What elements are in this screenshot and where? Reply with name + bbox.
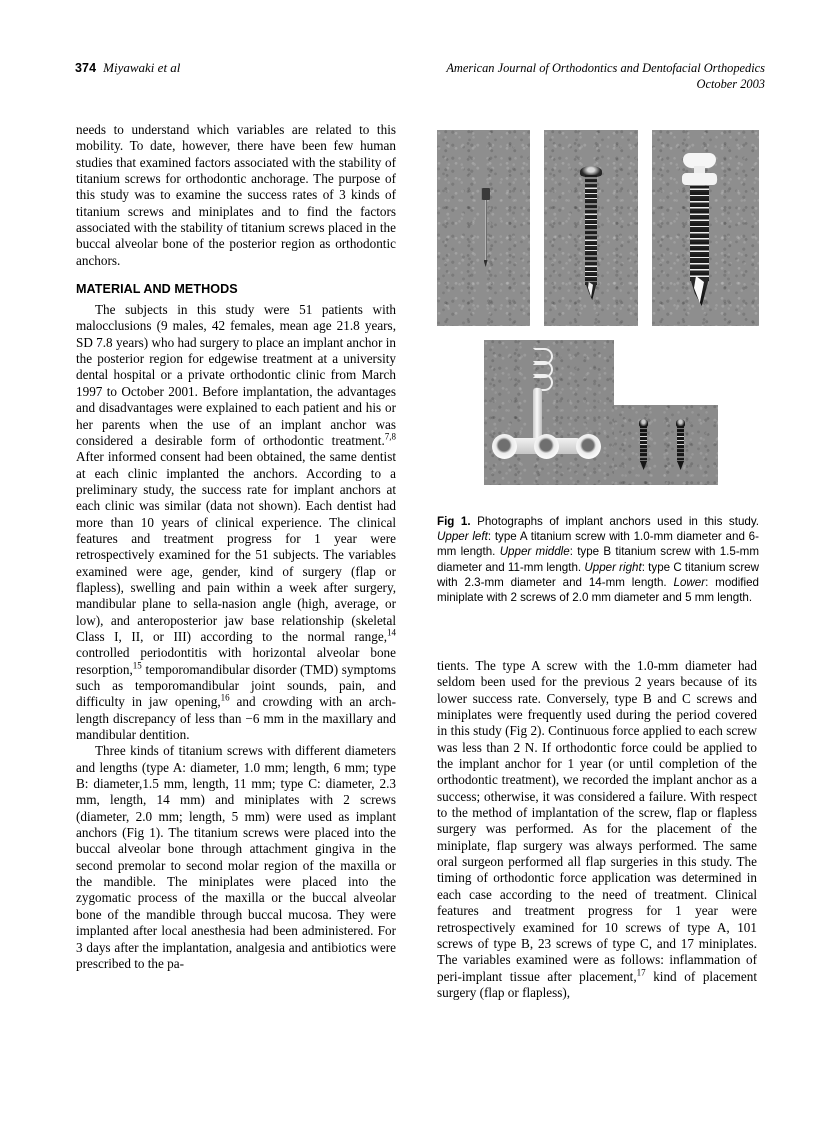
paragraph-subjects-text-a: The subjects in this study were 51 patients with malocclusions (9 males, 42 females, mean age 21.8 years, SD 7.8 years) who had surgery to place an implant anchor in the posterior region for edgewise treatment at a university dental hospital or a private orthodontic clinic from March 1997 to October 2001. Before implantation, the advantages and disadvantages were explained to each patient and his or her parents when the use of an implant anchor was considered a desirable form of orthodontic treatment.: [76, 302, 396, 448]
miniplate-screw-1: [639, 419, 648, 469]
figure-top-row: [437, 130, 759, 326]
figure-1-caption: [437, 514, 759, 605]
miniplate-eyelet-2: [534, 434, 559, 459]
caption-text-1: Photographs of implant anchors used in this study.: [470, 515, 759, 528]
miniplate-eyelet-1: [492, 434, 517, 459]
miniplate-screw-body: [640, 426, 647, 462]
running-head-right: [446, 60, 765, 92]
running-head-authors: Miyawaki et al: [103, 60, 181, 75]
miniplate-screw-tip: [677, 461, 684, 470]
caption-emphasis-upper-middle: Upper middle: [499, 545, 570, 559]
paragraph-methods-text-b: kind of placement surgery (flap or flapless),: [437, 968, 757, 1000]
photo-miniplate: [484, 340, 614, 485]
section-heading-material-and-methods: MATERIAL AND METHODS: [76, 282, 238, 297]
citation-ref-17: 17: [636, 967, 646, 978]
caption-text-4: : type C titanium screw with 2.3-mm diameter and 14-mm length.: [437, 560, 760, 589]
screw-c-shaft: [690, 186, 709, 282]
miniplate-screw-body: [677, 426, 684, 462]
photo-type-c-screw: [652, 130, 759, 326]
paragraph-methods-text-a: tients. The type A screw with the 1.0-mm diameter had seldom been used for the previous 2 years because of its lower success rate. Conversely, type B and C screws and miniplates were frequently used during the period covered in this study (Fig 2). Continuous force applied to each screw was less than 2 N. If orthodontic force could be applied to the implant anchor for 1 year (or until completion of the orthodontic treatment), we recorded the implant anchor as a success; otherwise, it was considered a failure. With respect to the method of implantation of the screw, flap or flapless surgery was performed. As for the placement of the miniplate, flap surgery was always performed. The same oral surgeon performed all flap surgeries in this study. The timing of orthodontic force application was determined in each case according to the need of treatment. Clinical features and treatment progress for 1 year were retrospectively examined for 10 screws of type A, 101 screws of type B, 23 screws of type C, and 17 miniplates. The variables examined were as follows: inflammation of peri-implant tissue after placement,: [437, 658, 757, 984]
miniplate-hooks: [528, 348, 554, 394]
citation-ref-16: 16: [220, 692, 230, 703]
caption-emphasis-upper-right: Upper right: [584, 560, 642, 574]
left-column: [76, 122, 396, 972]
citation-ref-15: 15: [132, 660, 142, 671]
figure-1-images: [437, 130, 759, 485]
paragraph-methods-continued: [437, 658, 757, 1001]
miniplate-screw-tip: [640, 461, 647, 470]
photo-type-b-screw: [544, 130, 638, 326]
screw-a-shaft: [484, 200, 487, 262]
photo-type-a-screw: [437, 130, 530, 326]
issue-date: October 2003: [696, 77, 765, 91]
caption-text-5: : modified miniplate with 2 screws of 2.0 mm diameter and 5 mm length.: [437, 575, 759, 605]
screw-b-shaft: [585, 175, 597, 285]
paragraph-subjects-text-d: temporomandibular disorder (TMD) symptoms such as temporomandibular joint sounds, pain, and difficulty in jaw opening,: [76, 661, 396, 710]
photo-miniplate-screws: [614, 405, 718, 485]
citation-ref-14: 14: [387, 627, 396, 638]
screw-c-collar: [682, 173, 717, 185]
paragraph-screw-types: Three kinds of titanium screws with different diameters and lengths (type A: diameter, 1.0 mm; length, 6 mm; type B: diameter,1.5 mm, length, 11 mm; type C: diameter, 2.3 mm, length, 14 mm) and miniplates with 2 screws (diameter, 2.0 mm; length, 5 mm) were used as implant anchors (Fig 1). The titanium screws were placed into the buccal alveolar bone through attachment gingiva in the second premolar to second molar region of the maxilla or the mandible. The miniplates were placed into the zygomatic process of the maxilla or the buccal alveolar bone of the mandible through buccal mucosa. They were implanted after local anesthesia had been administered. For 3 days after the implantation, analgesia and antibiotics were prescribed to the pa-: [76, 743, 396, 971]
paragraph-subjects-text-b: After informed consent had been obtained, the same dentist at each clinic implanted the anchors. According to a preliminary study, the success rate for implant anchors at each clinic was similar (data not shown). Each dentist had more than 10 years of clinical experience. The clinical features and treatment progress for 1 year were retrospectively examined for the 51 subjects. The variables examined were age, gender, kind of surgery (flap or flapless), swelling and pain within a week after surgery, mandibular plane to sella-nasion angle (high, average, or low), and anteroposterior jaw base relationship (skeletal Class I, II, or III) according to the normal range,: [76, 449, 396, 644]
journal-title: American Journal of Orthodontics and Dentofacial Orthopedics: [446, 61, 765, 75]
running-head-left: [75, 60, 180, 76]
photo-texture: [614, 405, 718, 485]
miniplate-screw-2: [676, 419, 685, 469]
caption-emphasis-upper-left: Upper left: [437, 530, 488, 544]
right-column: [437, 658, 757, 1001]
page-number: 374: [75, 61, 97, 75]
figure-bottom-row: [437, 340, 759, 485]
paragraph-continued: needs to understand which variables are related to this mobility. To date, however, there have been few human studies that examined factors associated with the stability of titanium screws for orthodontic anchorage. The purpose of this study was to examine the success rates of 3 kinds of titanium screws and miniplates and to find the factors associated with the stability of titanium screws placed in the buccal alveolar bone of the posterior region as orthodontic anchors.: [76, 122, 396, 268]
paragraph-subjects-text-e: and crowding with an arch-length discrepancy of less than −6 mm in the maxillary and mandibular dentition.: [76, 694, 396, 743]
caption-emphasis-lower: Lower: [673, 575, 706, 589]
paragraph-subjects-text-c: controlled periodontitis with horizontal alveolar bone resorption,: [76, 645, 396, 677]
caption-text-2: : type A titanium screw with 1.0-mm diameter and 6-mm length.: [437, 530, 759, 559]
figure-label: Fig 1.: [437, 515, 471, 528]
paragraph-subjects: [76, 302, 396, 743]
miniplate-eyelet-3: [576, 434, 601, 459]
citation-ref-7-8: 7,8: [384, 431, 396, 442]
caption-text-3: : type B titanium screw with 1.5-mm diameter and 11-mm length.: [437, 545, 760, 574]
running-head: [75, 60, 765, 100]
screw-a-head: [481, 188, 490, 200]
